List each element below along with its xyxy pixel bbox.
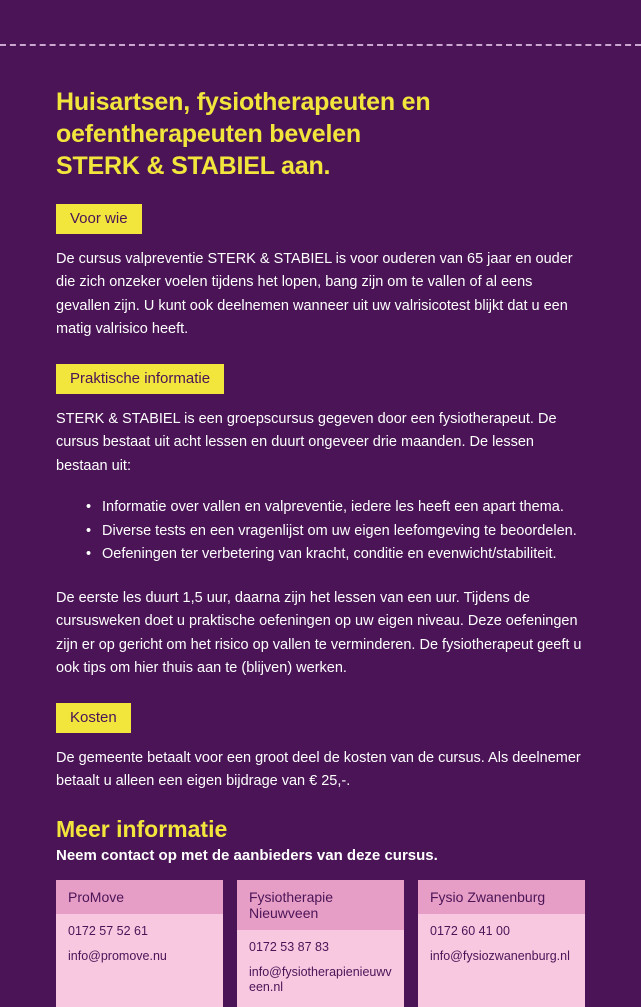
provider-name: Fysiotherapie Nieuwveen <box>237 880 404 930</box>
page-title-line-3: STERK & STABIEL aan. <box>56 152 331 180</box>
section-outro-praktische-informatie: De eerste les duurt 1,5 uur, daarna zijn het lessen van een uur. Tijdens de cursusweken doet u praktische oefeningen op uw eigen niveau. Deze oefeningen zijn er op gericht om het risico op vallen te verminderen. De fysiotherapeut geeft u ook tips om hier thuis aan te (blijven) werken. <box>56 589 582 677</box>
page-title-line-2: oefentherapeuten bevelen <box>56 120 362 148</box>
provider-name: ProMove <box>56 880 223 914</box>
section-body-voor-wie: De cursus valpreventie STERK & STABIEL is voor ouderen van 65 jaar en ouder die zich onzeker voelen tijdens het lopen, bang zijn om te vallen of al eens gevallen zijn. U kunt ook deelnemen wanneer uit uw valrisicotest blijkt dat u een matig valrisico heeft. <box>56 251 573 338</box>
page-title-line-1: Huisartsen, fysiotherapeuten en <box>56 88 431 116</box>
provider-phone: 0172 53 87 83 <box>249 939 329 954</box>
provider-cards <box>56 880 585 1007</box>
section-tag-praktische-informatie: Praktische informatie <box>56 364 224 394</box>
list-item: • Informatie over vallen en valpreventie, iedere les heeft een apart thema. <box>56 496 585 519</box>
provider-email[interactable]: info@fysiotherapienieuwveen.nl <box>249 964 392 994</box>
page-title <box>56 86 585 182</box>
provider-card <box>237 880 404 1007</box>
section-intro-praktische-informatie: STERK & STABIEL is een groepscursus gegeven door een fysiotherapeut. De cursus bestaat uit acht lessen en duurt ongeveer drie maanden. De lessen bestaan uit: <box>56 410 557 474</box>
provider-card <box>56 880 223 1007</box>
provider-phone: 0172 57 52 61 <box>68 923 148 938</box>
more-info-subtitle: Neem contact op met de aanbieders van deze cursus. <box>56 846 438 864</box>
section-tag-kosten: Kosten <box>56 703 131 733</box>
provider-phone: 0172 60 41 00 <box>430 923 510 938</box>
dashed-divider <box>0 44 641 46</box>
provider-email[interactable]: info@promove.nu <box>68 948 167 963</box>
section-tag-voor-wie: Voor wie <box>56 204 142 234</box>
list-item: • Oefeningen ter verbetering van kracht, conditie en evenwicht/stabiliteit. <box>56 543 585 566</box>
content-area <box>56 86 585 1007</box>
provider-email[interactable]: info@fysiozwanenburg.nl <box>430 948 570 963</box>
section-body-kosten: De gemeente betaalt voor een groot deel de kosten van de cursus. Als deelnemer betaalt u alleen een eigen bijdrage van € 25,-. <box>56 749 581 790</box>
practical-info-bullet-list <box>56 496 585 566</box>
list-item: • Diverse tests en een vragenlijst om uw eigen leefomgeving te beoordelen. <box>56 520 585 543</box>
provider-name: Fysio Zwanenburg <box>418 880 585 914</box>
provider-card <box>418 880 585 1007</box>
more-info-title: Meer informatie <box>56 815 228 842</box>
